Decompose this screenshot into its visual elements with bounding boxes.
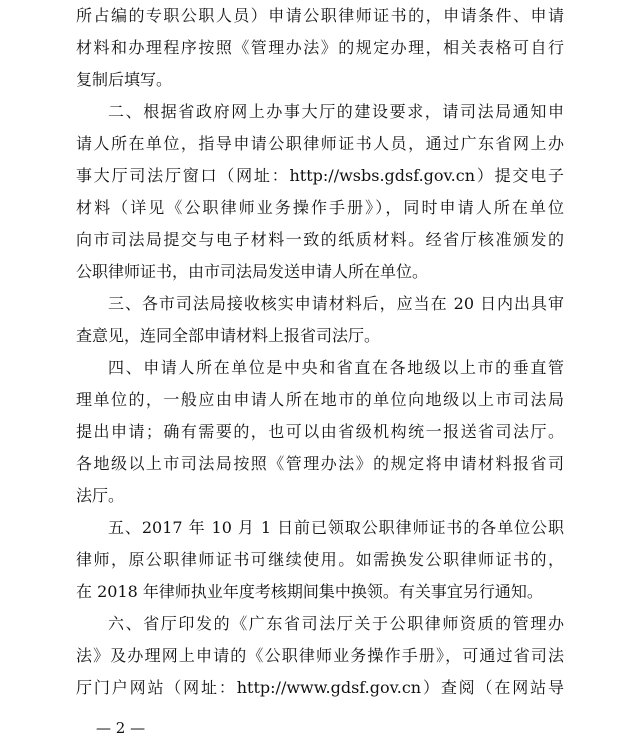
paragraph-item-5 [76, 512, 564, 608]
text-line: 材料（详见《公职律师业务操作手册》），同时申请人所在单位 [76, 198, 564, 217]
text-line: 二、根据省政府网上办事大厅的建设要求，请司法局通知申 [108, 102, 564, 121]
text-line: 六、省厅印发的《广东省司法厅关于公职律师资质的管理办 [108, 614, 564, 633]
text-line: 提出申请；确有需要的，也可以由省级机构统一报送省司法厅。 [76, 422, 564, 441]
paragraph-continuation [76, 0, 564, 96]
text-line: 请人所在单位，指导申请公职律师证书人员，通过广东省网上办 [76, 134, 564, 153]
text-line: 五、2017 年 10 月 1 日前已领取公职律师证书的各单位公职 [108, 518, 564, 537]
text-line: 查意见，连同全部申请材料上报省司法厅。 [76, 326, 381, 345]
paragraph-item-4 [76, 352, 564, 512]
text-line: 材料和办理程序按照《管理办法》的规定办理，相关表格可自行 [76, 38, 564, 57]
text-line: 在 2018 年律师执业年度考核期间集中换领。有关事宜另行通知。 [76, 582, 543, 601]
text-line: 厅门户网站（网址：http://www.gdsf.gov.cn）查阅（在网站导 [76, 678, 564, 697]
paragraph-item-6 [76, 608, 564, 704]
text-line: 公职律师证书，由市司法局发送申请人所在单位。 [76, 262, 429, 281]
page-number: — 2 — [96, 719, 146, 737]
text-line: 复制后填写。 [76, 70, 173, 89]
text-line: 事大厅司法厅窗口（网址：http://wsbs.gdsf.gov.cn）提交电子 [76, 166, 564, 185]
text-line: 法厅。 [76, 486, 125, 505]
text-line: 四、申请人所在单位是中央和省直在各地级以上市的垂直管 [108, 358, 564, 377]
paragraph-item-2 [76, 96, 564, 288]
paragraph-item-3 [76, 288, 564, 352]
text-line: 理单位的，一般应由申请人所在地市的单位向地级以上市司法局 [76, 390, 564, 409]
text-line: 律师，原公职律师证书可继续使用。如需换发公职律师证书的， [76, 550, 564, 569]
text-line: 各地级以上市司法局按照《管理办法》的规定将申请材料报省司 [76, 454, 564, 473]
document-body [76, 0, 564, 704]
text-line: 三、各市司法局接收核实申请材料后，应当在 20 日内出具审 [108, 294, 564, 313]
text-line: 所占编的专职公职人员）申请公职律师证书的，申请条件、申请 [76, 6, 564, 25]
text-line: 法》及办理网上申请的《公职律师业务操作手册》，可通过省司法 [76, 646, 564, 665]
text-line: 向市司法局提交与电子材料一致的纸质材料。经省厅核准颁发的 [76, 230, 564, 249]
